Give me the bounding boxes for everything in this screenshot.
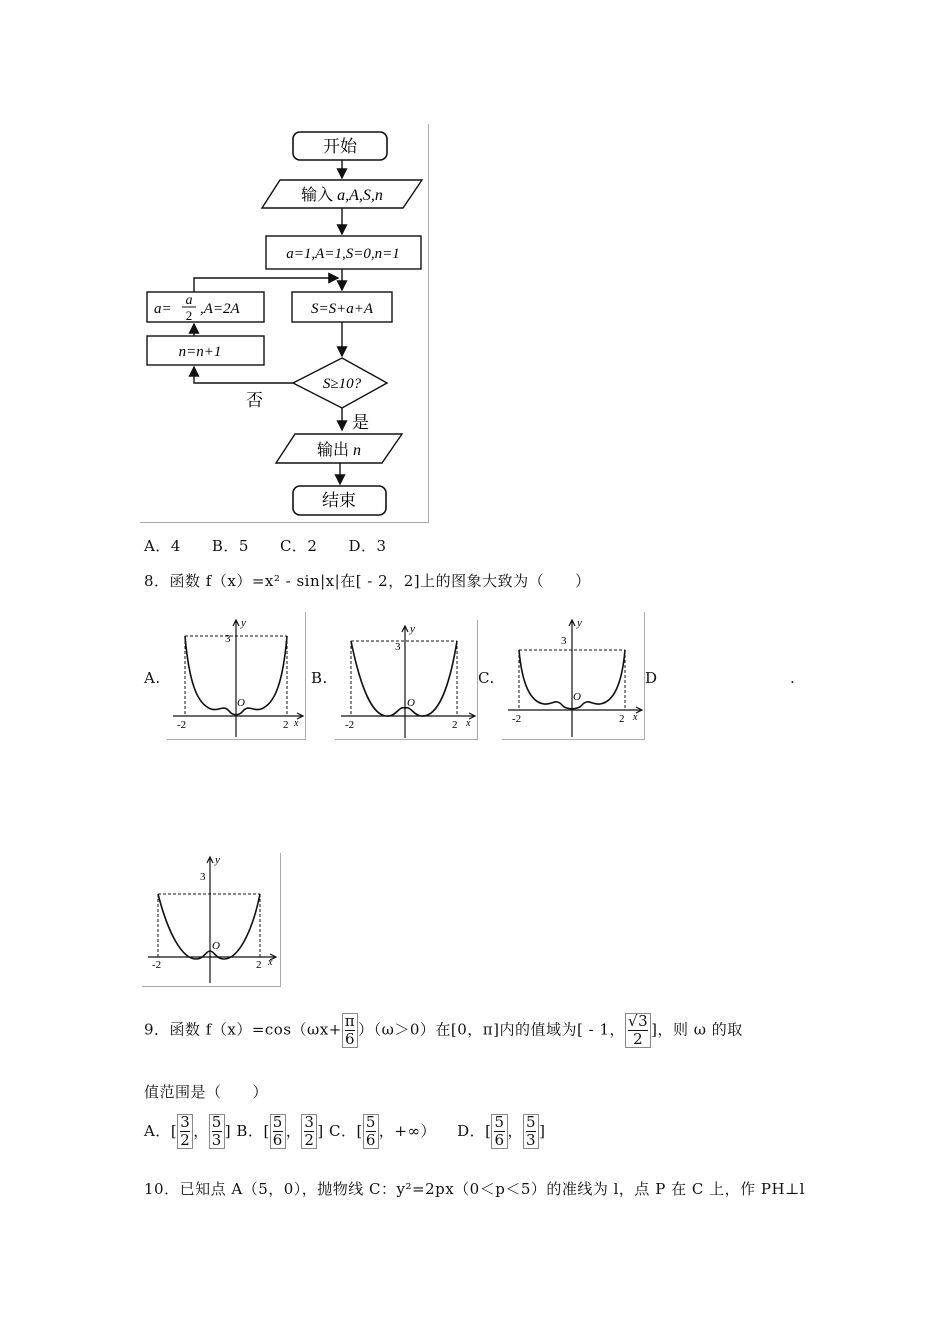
q9-option-a: A．[ $\frac{3}{2}$ ， $\frac{5}{3}$: [144, 1122, 225, 1140]
q8-label-c: C.: [478, 669, 495, 687]
svg-text:x: x: [466, 718, 471, 729]
init-label: a=1,A=1,S=0,n=1: [286, 246, 400, 262]
svg-text:y: y: [215, 854, 220, 866]
q9-options: [144, 1114, 545, 1149]
q9-sqrt3-over-2: $\frac{√3}{2}$: [625, 1013, 651, 1048]
q8-stem: 8．函数 f（x）=x² - sin|x|在[ - 2，2]上的图象大致为（ ）: [144, 572, 591, 590]
svg-text:x: x: [268, 957, 273, 968]
update-den: 2: [185, 308, 193, 323]
svg-text:y: y: [410, 623, 415, 635]
start-label: 开始: [323, 137, 357, 156]
svg-text:3: 3: [395, 641, 401, 653]
update-lhs: a=: [154, 301, 172, 317]
q10-stem: 10．已知点 A（5，0），抛物线 C：y²=2px（0＜p＜5）的准线为 l，点 P 在 C 上，作 PH⊥l: [144, 1180, 805, 1198]
svg-text:O: O: [237, 697, 245, 709]
svg-text:2: 2: [256, 959, 262, 971]
graph-a: [167, 612, 305, 739]
svg-text:-2: -2: [177, 719, 187, 731]
input-label: 输入 a,A,S,n: [301, 187, 383, 204]
svg-text:y: y: [577, 617, 582, 629]
svg-text:-2: -2: [152, 959, 162, 971]
update-rest: ,A=2A: [200, 301, 240, 317]
no-label: 否: [246, 391, 263, 410]
svg-text:2: 2: [452, 719, 458, 731]
q9-stem-line2: 值范围是（ ）: [144, 1083, 269, 1101]
q9-pi-over-6: $\frac{\pi}{6}$: [342, 1013, 358, 1048]
increment-label: n=n+1: [178, 344, 222, 360]
q8-label-a: A.: [144, 669, 161, 687]
svg-text:O: O: [407, 697, 415, 709]
output-label: 输出 n: [316, 442, 362, 459]
yes-label: 是: [352, 413, 369, 432]
svg-text:3: 3: [561, 635, 567, 647]
q9-option-b: ] B．[ $\frac{5}{6}$ ， $\frac{3}{2}$: [225, 1122, 318, 1140]
svg-text:x: x: [294, 718, 299, 729]
q9-stem: 9．函数 f（x）=cos（ωx+ $\frac{\pi}{6}$ ）（ω＞0）在[0，π]内的值域为[ - 1， $\frac{√3}{2}$ ]，则 ω 的取: [144, 1012, 743, 1048]
svg-text:3: 3: [200, 871, 206, 883]
update-num: a: [185, 293, 193, 308]
condition-label: S≥10?: [322, 376, 362, 392]
svg-text:-2: -2: [345, 719, 355, 731]
svg-text:x: x: [633, 712, 638, 723]
graph-d: [142, 853, 280, 986]
q9-option-d: D．[ $\frac{5}{6}$ ， $\frac{5}{3}$ ]: [457, 1113, 546, 1149]
q8-label-d: D: [645, 669, 658, 687]
svg-text:O: O: [212, 940, 220, 952]
q7-options: A．4 B．5 C．2 D．3: [144, 537, 387, 555]
end-label: 结束: [322, 491, 356, 510]
svg-text:-2: -2: [512, 713, 522, 725]
q9-option-c: ] C．[ $\frac{5}{6}$ ，+∞）: [317, 1113, 436, 1149]
svg-text:y: y: [241, 617, 246, 629]
graph-c: [502, 612, 644, 739]
svg-text:3: 3: [225, 633, 231, 645]
graph-b: [335, 620, 477, 739]
svg-text:2: 2: [283, 719, 289, 731]
svg-text:O: O: [573, 691, 581, 703]
q8-dot: .: [790, 669, 796, 687]
svg-text:2: 2: [619, 713, 625, 725]
q8-label-b: B.: [311, 669, 328, 687]
flowchart: [140, 124, 428, 522]
sum-label: S=S+a+A: [310, 301, 374, 317]
